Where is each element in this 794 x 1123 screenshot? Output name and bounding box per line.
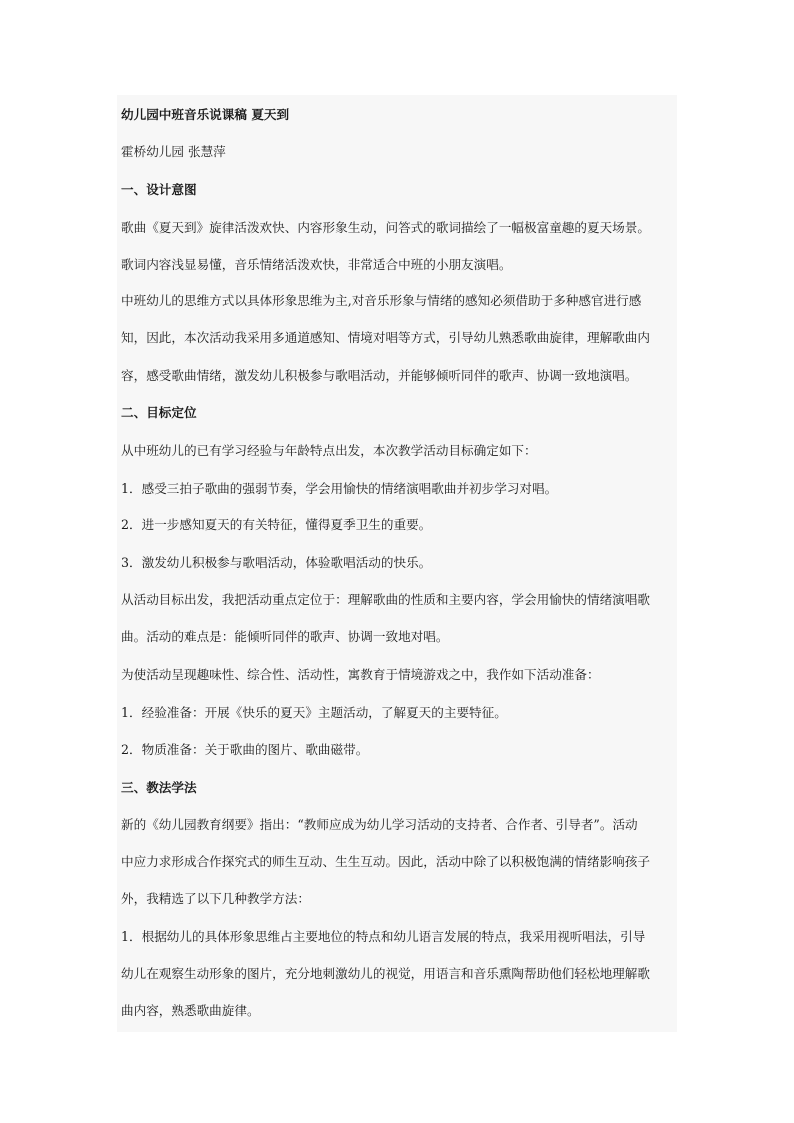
- paragraph-line: 新的《幼儿园教育纲要》指出：“教师应成为幼儿学习活动的支持者、合作者、引导者”。活动: [121, 817, 638, 832]
- paragraph-line: 曲。活动的难点是：能倾听同伴的歌声、协调一致地对唱。: [121, 629, 449, 644]
- list-item: 1．根据幼儿的具体形象思维占主要地位的特点和幼儿语言发展的特点，我采用视听唱法，引导: [121, 929, 646, 944]
- document-title: 幼儿园中班音乐说课稿 夏天到: [121, 107, 290, 122]
- paragraph-line: 外，我精选了以下几种教学方法：: [121, 891, 310, 906]
- section-heading-goals: 二、目标定位: [121, 405, 197, 420]
- paragraph-line: 为使活动呈现趣味性、综合性、活动性，寓教育于情境游戏之中，我作如下活动准备：: [121, 667, 600, 682]
- section-heading-design-intent: 一、设计意图: [121, 182, 197, 197]
- paragraph-line: 知，因此，本次活动我采用多通道感知、情境对唱等方式，引导幼儿熟悉歌曲旋律，理解歌曲内: [121, 330, 650, 345]
- list-item: 1．经验准备：开展《快乐的夏天》主题活动，了解夏天的主要特征。: [121, 705, 507, 720]
- list-item: 3．激发幼儿积极参与歌唱活动，体验歌唱活动的快乐。: [121, 555, 432, 570]
- paragraph-line: 曲内容，熟悉歌曲旋律。: [121, 1003, 260, 1018]
- paragraph-line: 从活动目标出发，我把活动重点定位于：理解歌曲的性质和主要内容，学会用愉快的情绪演唱歌: [121, 592, 650, 607]
- paragraph-line: 幼儿在观察生动形象的图片，充分地刺激幼儿的视觉，用语言和音乐熏陶帮助他们轻松地理解歌: [121, 966, 650, 981]
- list-item: 1．感受三拍子歌曲的强弱节奏，学会用愉快的情绪演唱歌曲并初步学习对唱。: [121, 481, 558, 496]
- paragraph-line: 容，感受歌曲情绪，激发幼儿积极参与歌唱活动，并能够倾听同伴的歌声、协调一致地演唱。: [121, 368, 638, 383]
- list-item: 2．物质准备：关于歌曲的图片、歌曲磁带。: [121, 742, 369, 757]
- list-item: 2．进一步感知夏天的有关特征，懂得夏季卫生的重要。: [121, 517, 432, 532]
- paragraph-line: 歌曲《夏天到》旋律活泼欢快、内容形象生动，问答式的歌词描绘了一幅极富童趣的夏天场景。: [121, 220, 650, 235]
- paragraph-line: 从中班幼儿的已有学习经验与年龄特点出发，本次教学活动目标确定如下：: [121, 443, 537, 458]
- paragraph-line: 中班幼儿的思维方式以具体形象思维为主,对音乐形象与情绪的感知必须借助于多种感官进行感: [121, 293, 642, 308]
- document-author: 霍桥幼儿园 张慧萍: [121, 144, 226, 159]
- section-heading-methods: 三、教法学法: [121, 780, 197, 795]
- paragraph-line: 中应力求形成合作探究式的师生互动、生生互动。因此，活动中除了以积极饱满的情绪影响孩子: [121, 854, 650, 869]
- paragraph-line: 歌词内容浅显易懂，音乐情绪活泼欢快，非常适合中班的小朋友演唱。: [121, 257, 512, 272]
